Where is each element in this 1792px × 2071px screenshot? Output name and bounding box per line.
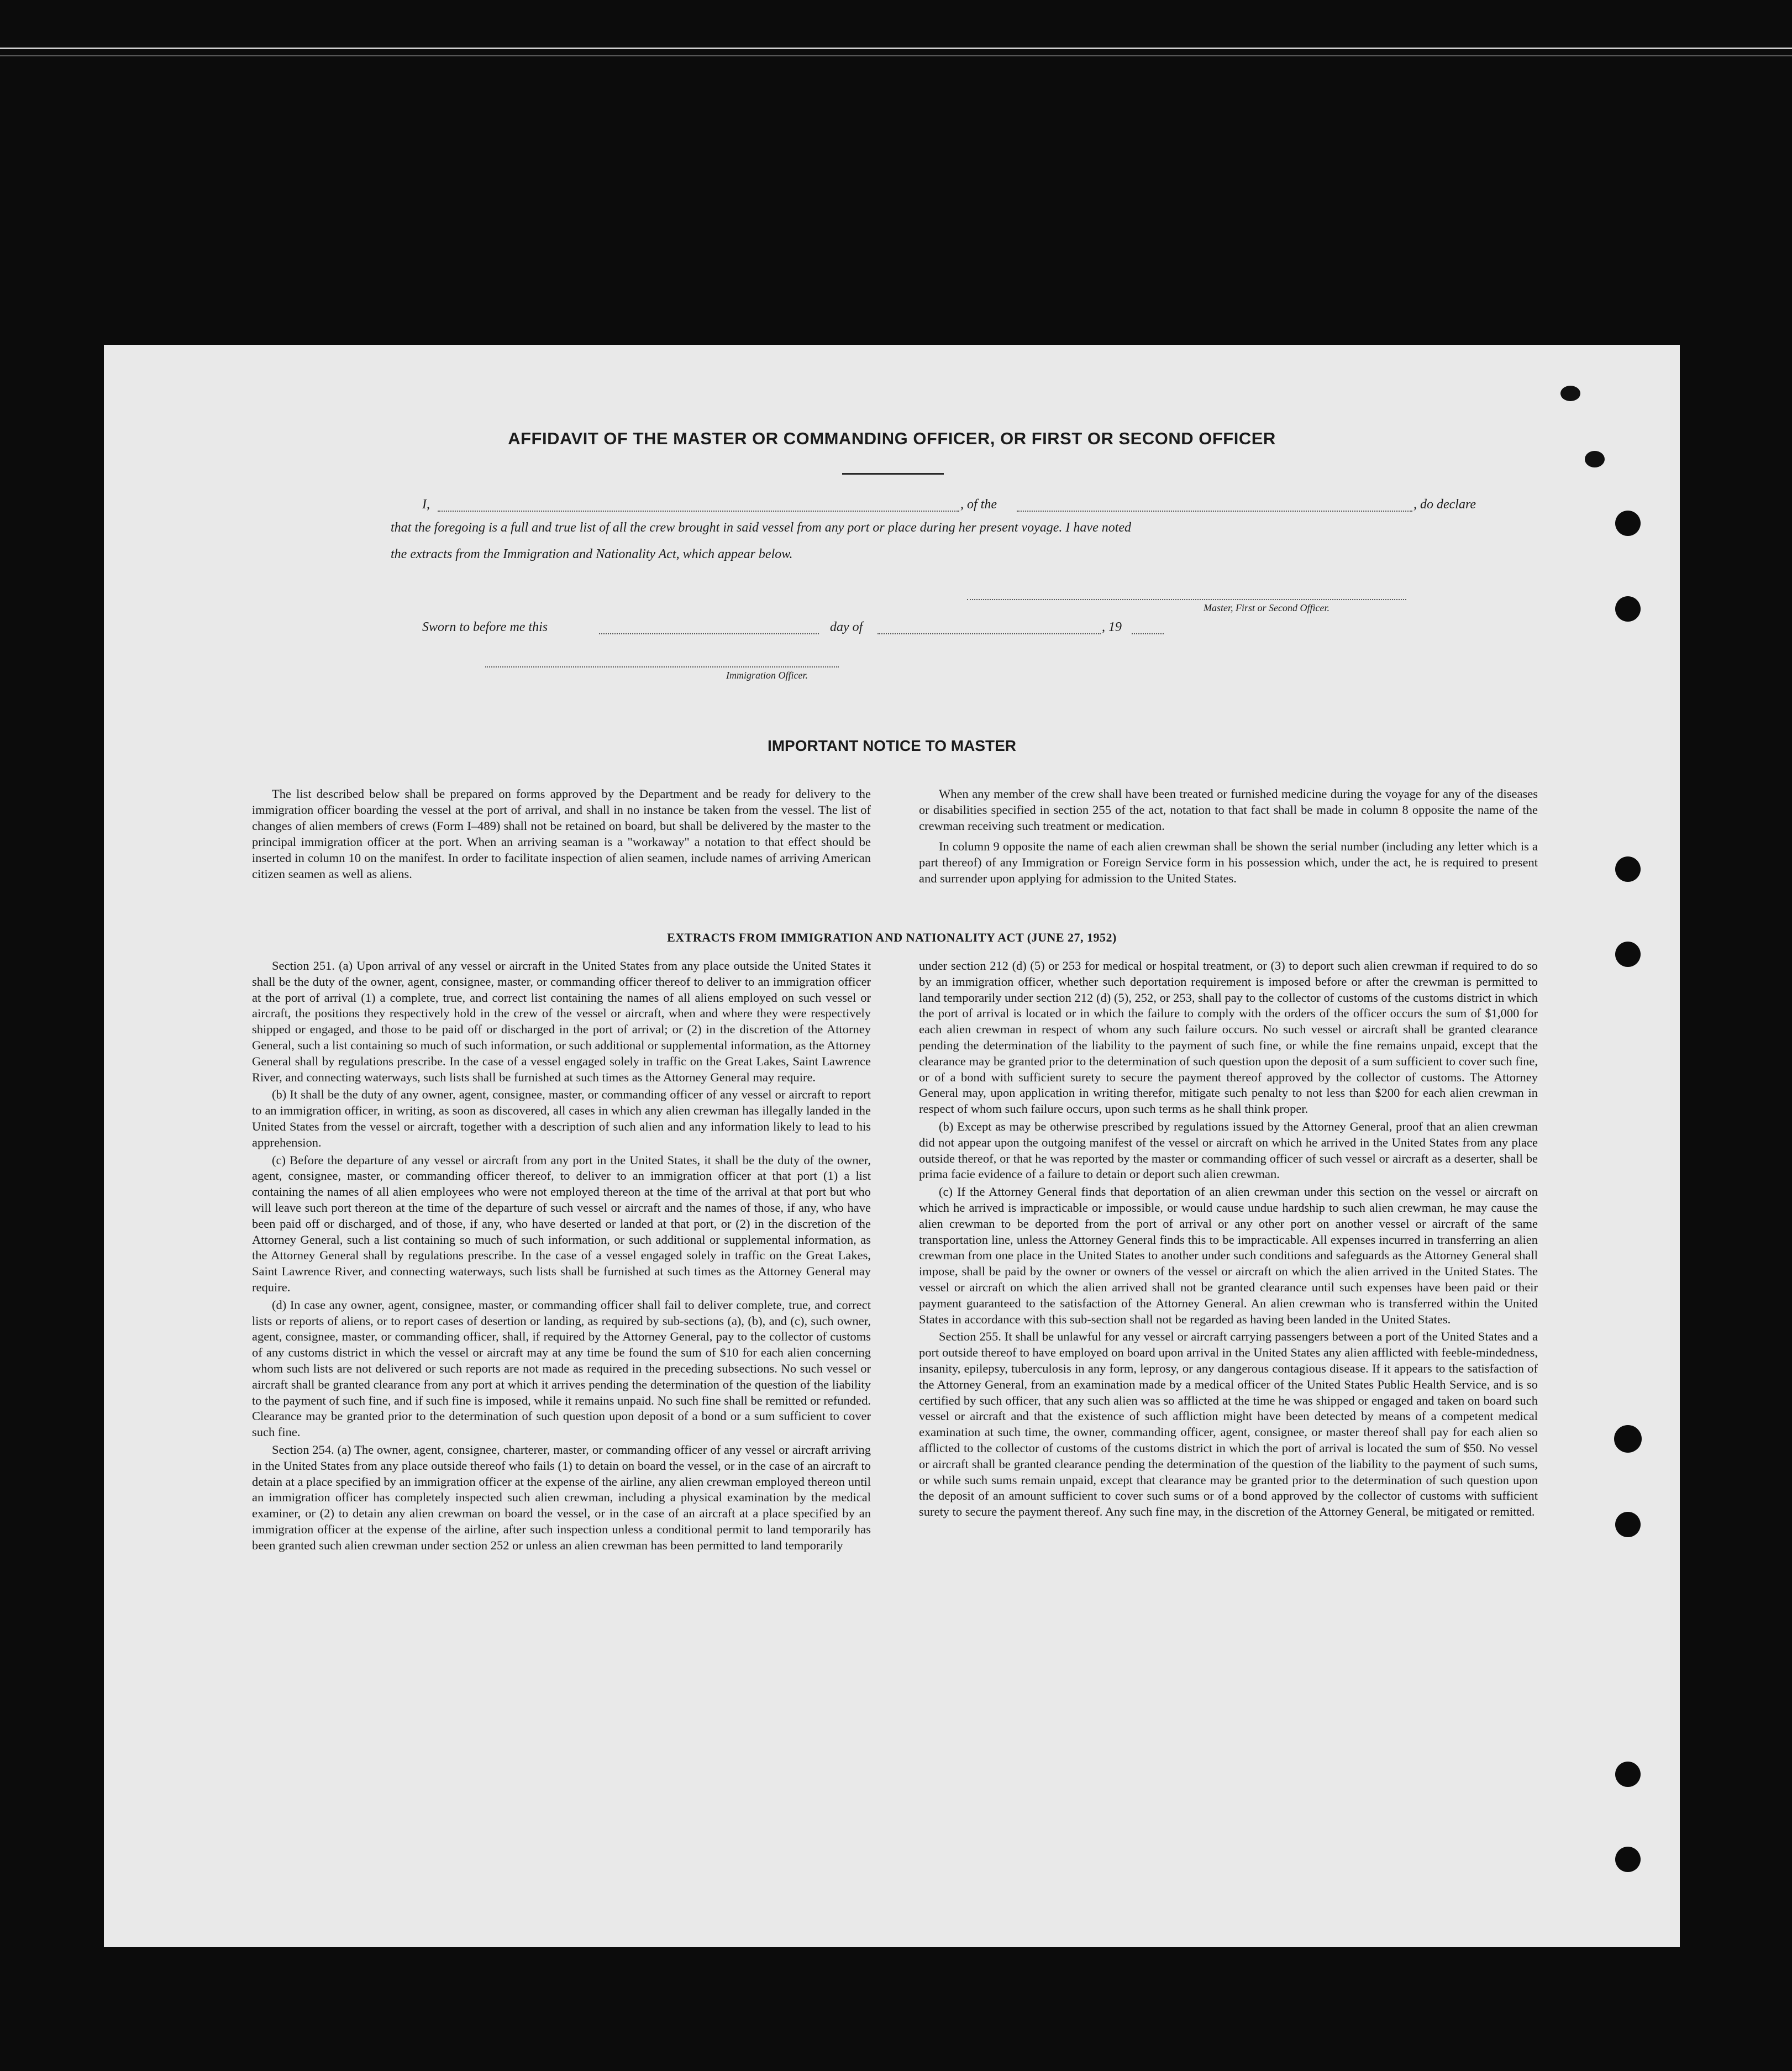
vessel-blank-line xyxy=(1017,511,1412,512)
immigration-officer-signature-line xyxy=(485,666,839,667)
punch-fragment xyxy=(1560,386,1580,401)
binder-hole xyxy=(1614,1425,1642,1453)
binder-hole xyxy=(1615,511,1641,536)
binder-hole xyxy=(1615,856,1641,882)
extract-paragraph: (c) If the Attorney General finds that deportation of an alien crewman under this section on the vessel or aircraft on which he arrived is impracticable or impossible, or would cause undue hardship to such alien crewman, he may cause the alien crewman to be deported from the port of arrival or any other port on another vessel or aircraft of the same transportation line, unless the Attorney General finds this to be impracticable. All expenses incurred in transferring an alien crewman from one place in the United States to another under such conditions and safeguards as the Attorney General shall impose, shall be paid by the owner or owners of the vessel or aircraft on which the alien arrived in the United States. The vessel or aircraft on which the alien arrived shall not be granted clearance until such expenses have been paid or their payment guaranteed to the satisfaction of the Attorney General. An alien crewman who is transferred within the United States in accordance with this sub-section shall not be regarded as having been landed in the United States. xyxy=(919,1185,1538,1326)
declaration-i: I, xyxy=(422,497,430,512)
year-blank xyxy=(1132,633,1164,634)
extracts-title: EXTRACTS FROM IMMIGRATION AND NATIONALITY ACT (JUNE 27, 1952) xyxy=(667,931,1117,944)
notice-right-paragraph-2: In column 9 opposite the name of each alien crewman shall be shown the serial number (including any letter which is a part thereof) of any Immigration or Foreign Service form in his possession which, under the act, he is required to present and surrender upon applying for admission to the United States. xyxy=(919,839,1538,885)
master-signature-line xyxy=(967,599,1406,600)
extract-paragraph: (c) Before the departure of any vessel or aircraft from any port in the United States, it shall be the duty of the owner, agent, consignee, master, or commanding officer thereof, to deliver to an immigration officer at that port (1) a list containing the names of all alien employees who were not employed thereon at the time of the arrival at that port but who will leave such port thereon at the time of the departure of such vessel or aircraft and the names of those, if any, who have been paid off or discharged, and of those, if any, who have deserted or landed at that port, or (2) in the discretion of the Attorney General, such a list containing so much of such information, or such additional or supplemental information, as the Attorney General shall by regulations prescribe. In the case of a vessel engaged solely in traffic on the Great Lakes, Saint Lawrence River, and connecting waterways, such lists shall be furnished at such times as the Attorney General may require. xyxy=(252,1153,871,1294)
extracts-right-column xyxy=(919,958,1538,1522)
sworn-month-blank xyxy=(877,633,1101,634)
extract-paragraph: Section 255. It shall be unlawful for any vessel or aircraft carrying passengers between a port of the United States and a port outside thereof to have employed on board upon arrival in the United States any alien afflicted with feeble-mindedness, insanity, epilepsy, tuberculosis in any form, leprosy, or any dangerous contagious disease. If it appears to the satisfaction of the Attorney General, from an examination made by a medical officer of the United States Public Health Service, and is so certified by such officer, that any such alien was so afflicted at the time he was shipped or engaged and taken on board such vessel or aircraft and that the existence of such affliction might have been detected by means of a competent medical examination at such time, the owner, commanding officer, agent, consignee, or master thereof shall pay for each alien so afflicted to the collector of customs of the customs district in which the port of arrival is located the sum of $50. No vessel or aircraft shall be granted clearance pending the determination of the question of the liability to the payment of such sums, or while such sums remain unpaid, except that clearance may be granted prior to the determination of such question upon the deposit of an amount sufficient to cover such sums or of a bond approved by the collector of customs with sufficient surety to secure the payment thereof. Any such fine may, in the discretion of the Attorney General, be mitigated or remitted. xyxy=(919,1329,1538,1519)
sworn-day-blank xyxy=(599,633,819,634)
day-of-label: day of xyxy=(830,620,863,634)
film-edge-line xyxy=(0,48,1792,49)
declaration-line-3: the extracts from the Immigration and Nationality Act, which appear below. xyxy=(391,547,793,561)
extract-paragraph: (b) It shall be the duty of any owner, agent, consignee, master, or commanding officer of any vessel or aircraft to report to an immigration officer, in writing, as soon as discovered, all cases in which any alien crewman has illegally landed in the United States from the vessel or aircraft, together with a description of such alien and any information likely to lead to his apprehension. xyxy=(252,1087,871,1149)
notice-title: IMPORTANT NOTICE TO MASTER xyxy=(767,737,1017,754)
notice-right-column xyxy=(919,786,1538,888)
notice-left-column xyxy=(252,786,871,884)
extract-paragraph: (d) In case any owner, agent, consignee, master, or commanding officer shall fail to deliver complete, true, and correct lists or reports of aliens, or to report cases of desertion or landing, as required by sub-sections (a), (b), and (c), such owner, agent, consignee, master, or commanding officer, shall, if required by the Attorney General, pay to the collector of customs of any customs district in which the vessel or aircraft may at any time be found the sum of $10 for each alien concerning whom such lists are not delivered or such reports are not made as required in the preceding subsections. No such vessel or aircraft shall be granted clearance from any port at which it arrives pending the determination of the question of the liability to the payment of such fine, and if such fine is imposed, while it remains unpaid. No such fine shall be remitted or refunded. Clearance may be granted prior to the determination of such question upon deposit of a bond or a sum sufficient to cover such fine. xyxy=(252,1297,871,1439)
extract-paragraph: (b) Except as may be otherwise prescribed by regulations issued by the Attorney General, proof that an alien crewman did not appear upon the outgoing manifest of the vessel or aircraft on which he arrived in the United States from any place outside thereof, or that he was reported by the master or commanding officer of such vessel or aircraft as a deserter, shall be prima facie evidence of a failure to detain or deport such alien crewman. xyxy=(919,1119,1538,1181)
extract-paragraph: Section 251. (a) Upon arrival of any vessel or aircraft in the United States from any place outside the United States it shall be the duty of the owner, agent, consignee, master, or commanding officer thereof to deliver to an immigration officer at the port of arrival (1) a complete, true, and correct list containing the names of all aliens employed on such vessel or aircraft, the positions they respectively hold in the crew of the vessel or aircraft, when and where they were respectively shipped or engaged, and those to be paid off or discharged in the port of arrival; or (2) in the discretion of the Attorney General, such a list containing so much of such information, or such additional or supplemental information, as the Attorney General shall by regulations prescribe. In the case of a vessel engaged solely in traffic on the Great Lakes, Saint Lawrence River, and connecting waterways, such lists shall be furnished at such times as the Attorney General may require. xyxy=(252,959,871,1084)
affidavit-title: AFFIDAVIT OF THE MASTER OR COMMANDING OFFICER, OR FIRST OR SECOND OFFICER xyxy=(508,429,1276,448)
notice-left-paragraph: The list described below shall be prepared on forms approved by the Department and be ready for delivery to the immigration officer boarding the vessel at the port of arrival, and shall in no instance be taken from the vessel. The list of changes of alien members of crews (Form I–489) shall not be retained on board, but shall be delivered by the master to the principal immigration officer at the port. When an arriving seaman is a "workaway" a notation to that effect should be inserted in column 10 on the manifest. In order to facilitate inspection of alien seamen, include names of arriving American citizen seamen as well as aliens. xyxy=(252,787,871,881)
film-edge-line-secondary xyxy=(0,55,1792,56)
declaration-line-2: that the foregoing is a full and true list of all the crew brought in said vessel from any port or place during her present voyage. I have noted xyxy=(391,521,1132,535)
master-signature-caption: Master, First or Second Officer. xyxy=(1204,602,1329,613)
binder-hole xyxy=(1615,942,1641,967)
name-blank-line xyxy=(438,511,959,512)
notice-right-paragraph-1: When any member of the crew shall have been treated or furnished medicine during the voyage for any of the diseases or disabilities specified in section 255 of the act, notation to that fact shall be made in column 8 opposite the name of the crewman receiving such treatment or medication. xyxy=(919,787,1538,833)
binder-hole xyxy=(1615,596,1641,622)
document-page xyxy=(104,345,1680,1947)
sworn-label: Sworn to before me this xyxy=(422,620,548,634)
binder-hole xyxy=(1615,1847,1641,1872)
extract-paragraph: Section 254. (a) The owner, agent, consignee, charterer, master, or commanding officer of any vessel or aircraft arriving in the United States from any place outside thereof who fails (1) to detain on board the vessel, or in the case of an aircraft to detain at a place specified by an immigration officer at the expense of the airline, any alien crewman employed thereon until an immigration officer has completely inspected such alien crewman, including a physical examination by the medical examiner, or (2) to detain any alien crewman on board the vessel, or in the case of an aircraft at a place specified by an immigration officer at the expense of the airline, after such inspection unless a conditional permit to land temporarily has been granted such alien crewman under section 252 or unless an alien crewman has been permitted to land temporarily xyxy=(252,1442,871,1552)
binder-hole xyxy=(1615,1512,1641,1537)
declaration-of-the: , of the xyxy=(960,497,997,512)
binder-hole xyxy=(1615,1762,1641,1787)
declaration-do-declare: , do declare xyxy=(1413,497,1476,512)
extracts-left-column xyxy=(252,958,871,1555)
extract-paragraph: under section 212 (d) (5) or 253 for medical or hospital treatment, or (3) to deport such alien crewman if required to do so by an immigration officer, whether such deportation requirement is imposed before or after the crewman is permitted to land temporarily under section 212 (d) (5), 252, or 253, shall pay to the collector of customs of the customs district in which the port of arrival is located or in which the failure to comply with the orders of the officer occurs the sum of $1,000 for each alien crewman in respect of whom any such failure occurs. No such vessel or aircraft shall be granted clearance pending the determination of the liability to the payment of such fine, or while the fine remains unpaid, except that the clearance may be granted prior to the determination of such question upon the deposit of a sum sufficient to cover such fine, or of a bond with sufficient surety to secure the payment thereof approved by the collector of customs. The Attorney General may, upon application in writing therefor, mitigate such penalty to not less than $200 for each alien crewman in respect of whom such failure occurs, upon such terms as he shall think proper. xyxy=(919,959,1538,1116)
year-label: , 19 xyxy=(1102,620,1122,634)
title-underline xyxy=(842,473,944,475)
punch-fragment xyxy=(1585,451,1605,467)
immigration-officer-caption: Immigration Officer. xyxy=(726,670,808,681)
